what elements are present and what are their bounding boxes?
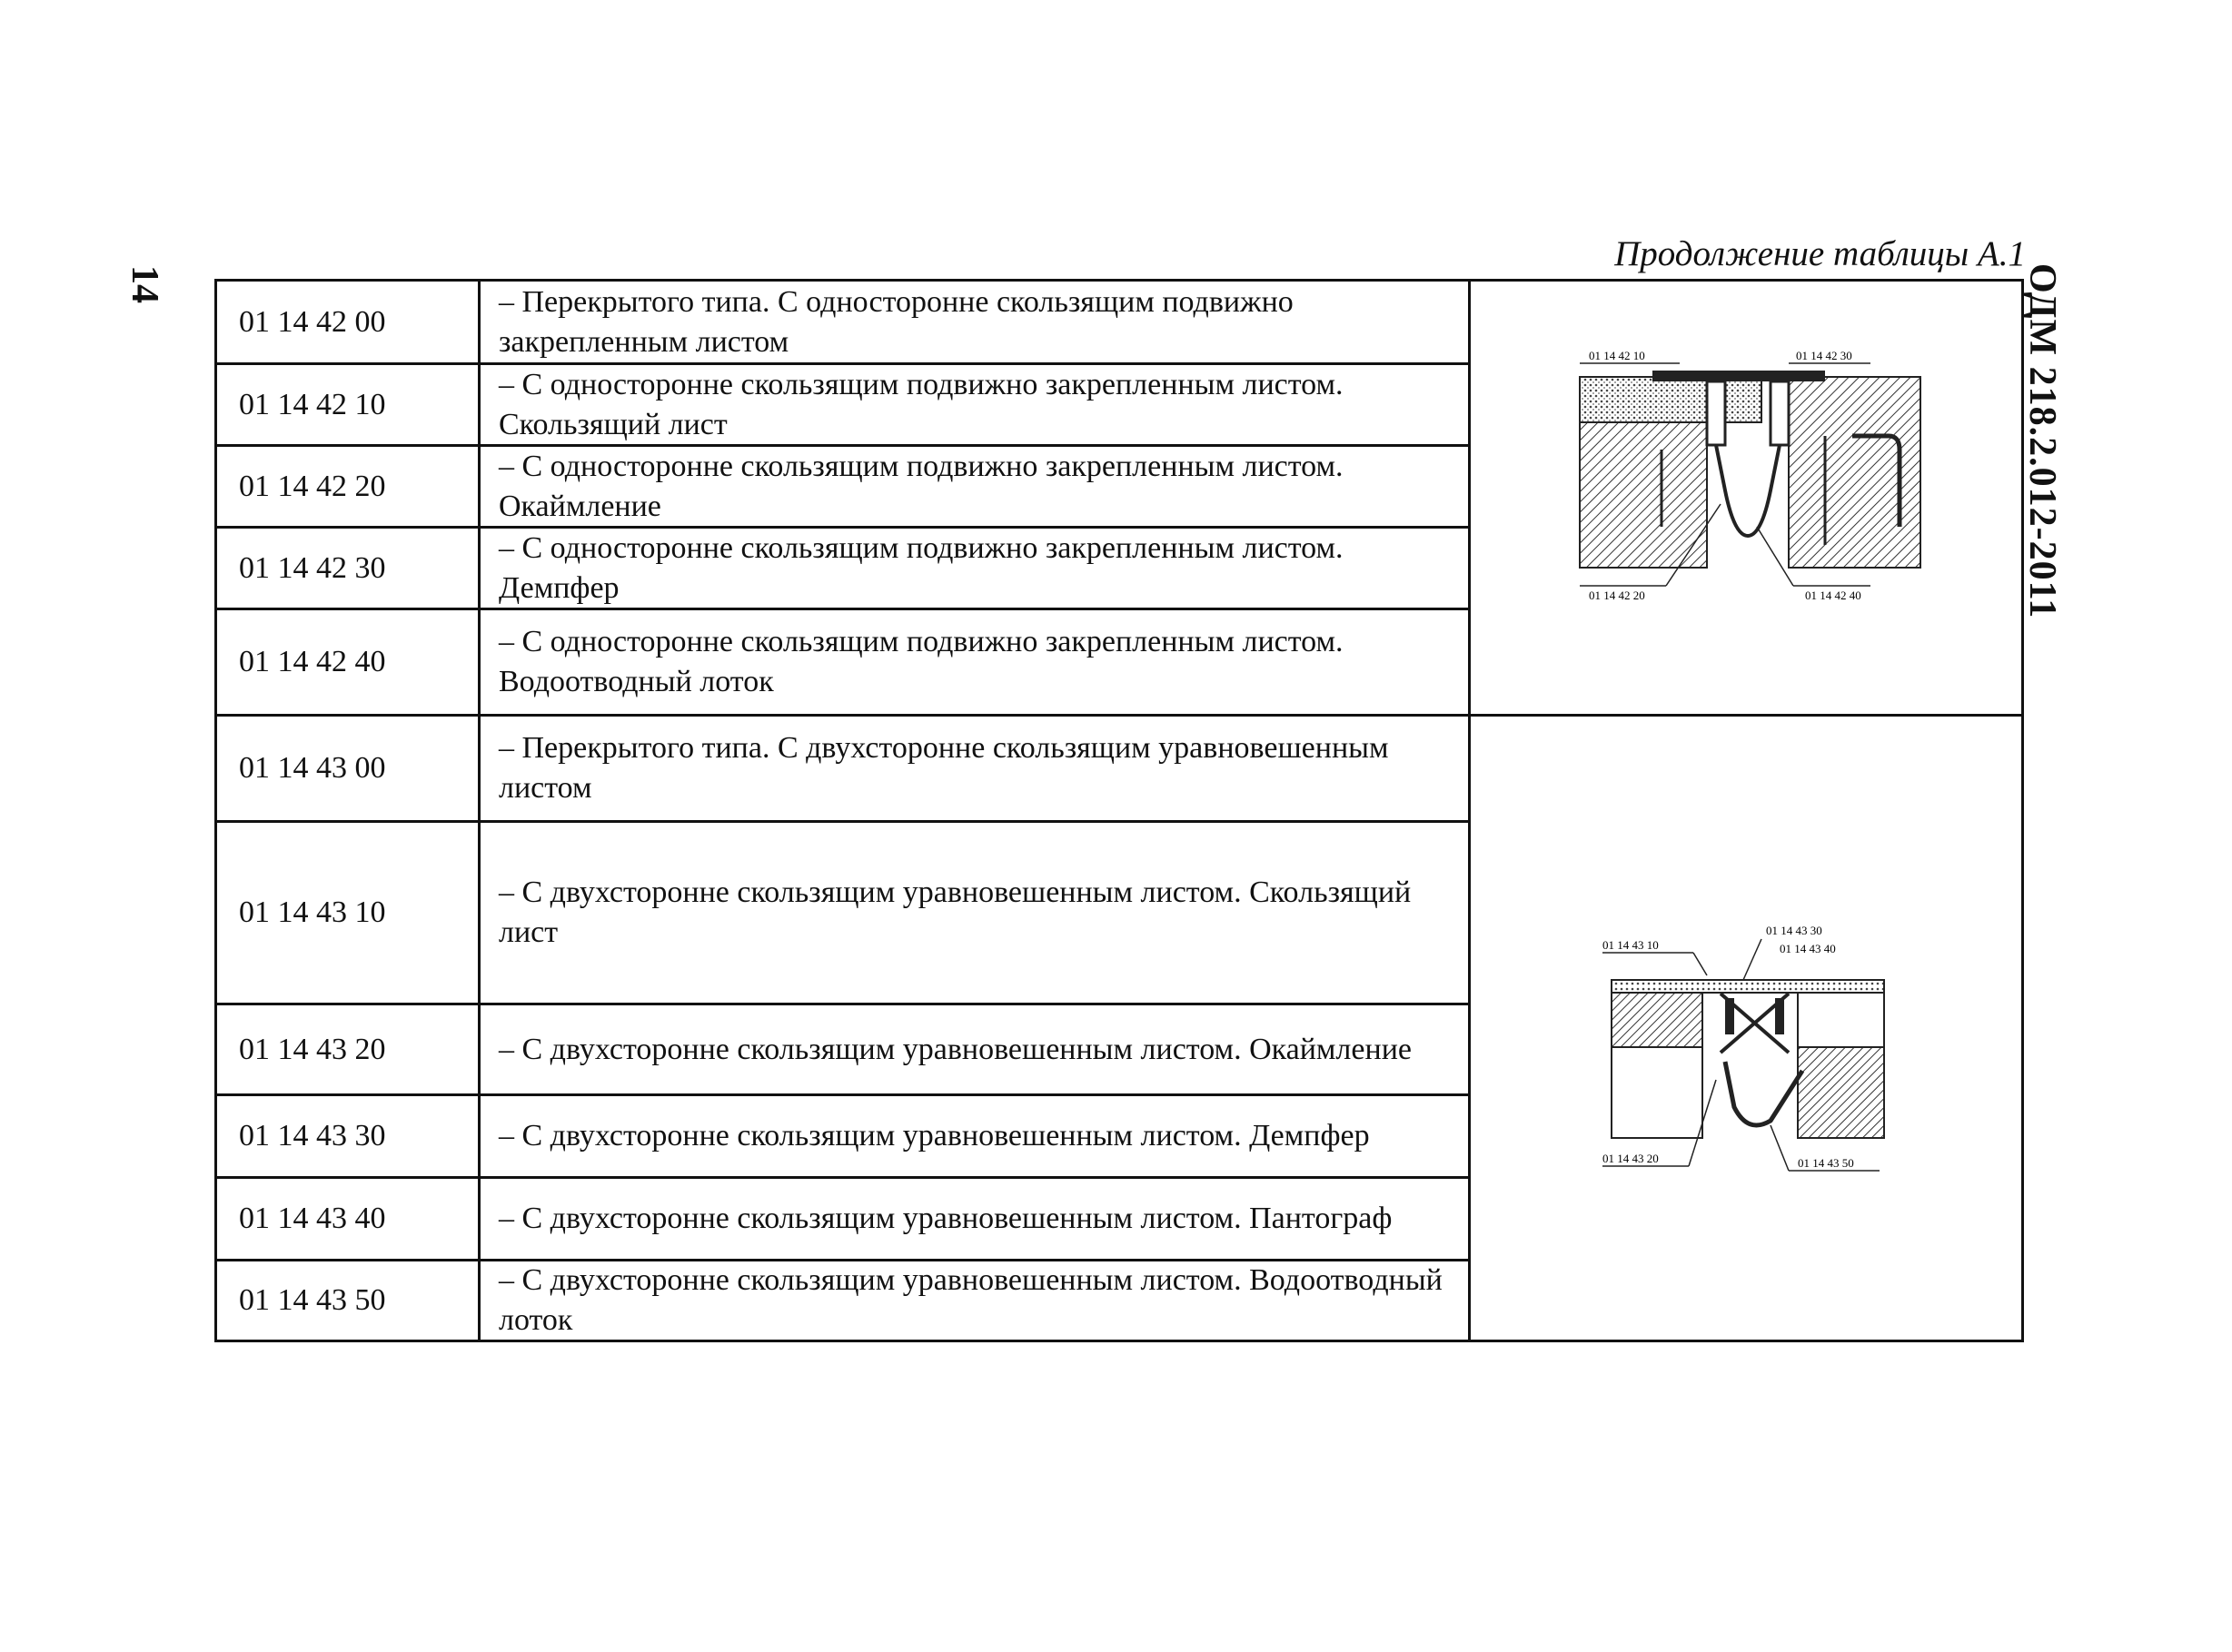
table-row	[217, 717, 1468, 823]
table-row	[217, 529, 1468, 610]
drawing-label: 01 14 42 30	[1796, 349, 1852, 362]
row-description: – С односторонне скользящим подвижно закрепленным листом. Скользящий лист	[499, 367, 1344, 441]
table-row	[217, 1096, 1468, 1179]
drawing-label: 01 14 43 30	[1766, 924, 1822, 937]
drawing-cell-one-sided	[1468, 282, 2021, 717]
table-row	[217, 282, 1468, 365]
drawing-label: 01 14 43 40	[1780, 942, 1836, 955]
row-description: – С двухсторонне скользящим уравновешенным листом. Пантограф	[499, 1202, 1393, 1235]
row-description: – С односторонне скользящим подвижно закрепленным листом. Демпфер	[499, 530, 1344, 605]
drawing-label: 01 14 42 10	[1589, 349, 1645, 362]
row-description: – Перекрытого типа. С двухсторонне скользящим уравновешенным листом	[499, 731, 1389, 805]
component-table	[214, 279, 2024, 1342]
row-description: – С двухсторонне скользящим уравновешенным листом. Демпфер	[499, 1119, 1370, 1152]
expansion-joint-drawing	[1562, 345, 1943, 608]
row-code: 01 14 43 20	[217, 1005, 481, 1093]
row-code: 01 14 42 00	[217, 282, 481, 362]
row-description: – С двухсторонне скользящим уравновешенным листом. Водоотводный лоток	[499, 1263, 1443, 1337]
row-code: 01 14 43 50	[217, 1261, 481, 1340]
row-code: 01 14 42 30	[217, 529, 481, 608]
row-description: – С двухсторонне скользящим уравновешенным листом. Скользящий лист	[499, 875, 1412, 949]
table-row	[217, 447, 1468, 529]
drawing-cell-two-sided	[1468, 717, 2021, 1340]
drawing-label: 01 14 43 50	[1798, 1156, 1854, 1170]
row-description: – Перекрытого типа. С односторонне скользящим подвижно закрепленным листом	[499, 284, 1294, 359]
row-description: – С односторонне скользящим подвижно закрепленным листом. Окаймление	[499, 449, 1344, 523]
row-code: 01 14 42 10	[217, 365, 481, 444]
drawing-label: 01 14 43 10	[1602, 938, 1659, 952]
document-code: ОДМ 218.2.012-2011	[2021, 263, 2063, 619]
drawing-label: 01 14 42 20	[1589, 589, 1645, 602]
row-code: 01 14 42 40	[217, 610, 481, 714]
row-description: – С двухсторонне скользящим уравновешенным листом. Окаймление	[499, 1032, 1412, 1066]
table-row	[217, 365, 1468, 447]
table-row	[217, 1179, 1468, 1261]
table-caption: Продолжение таблицы А.1	[1614, 234, 2026, 273]
row-code: 01 14 42 20	[217, 447, 481, 526]
table-row	[217, 610, 1468, 717]
drawing-label: 01 14 42 40	[1805, 589, 1861, 602]
table-row	[217, 1005, 1468, 1096]
drawing-label: 01 14 43 20	[1602, 1152, 1659, 1165]
row-code: 01 14 43 00	[217, 717, 481, 820]
row-code: 01 14 43 40	[217, 1179, 481, 1259]
row-code: 01 14 43 30	[217, 1096, 481, 1176]
row-description: – С односторонне скользящим подвижно закрепленным листом. Водоотводный лоток	[499, 625, 1344, 698]
table-row	[217, 823, 1468, 1005]
table-row	[217, 1261, 1468, 1340]
row-code: 01 14 43 10	[217, 823, 481, 1003]
expansion-joint-drawing	[1598, 916, 1898, 1189]
page-number: 14	[124, 265, 165, 303]
